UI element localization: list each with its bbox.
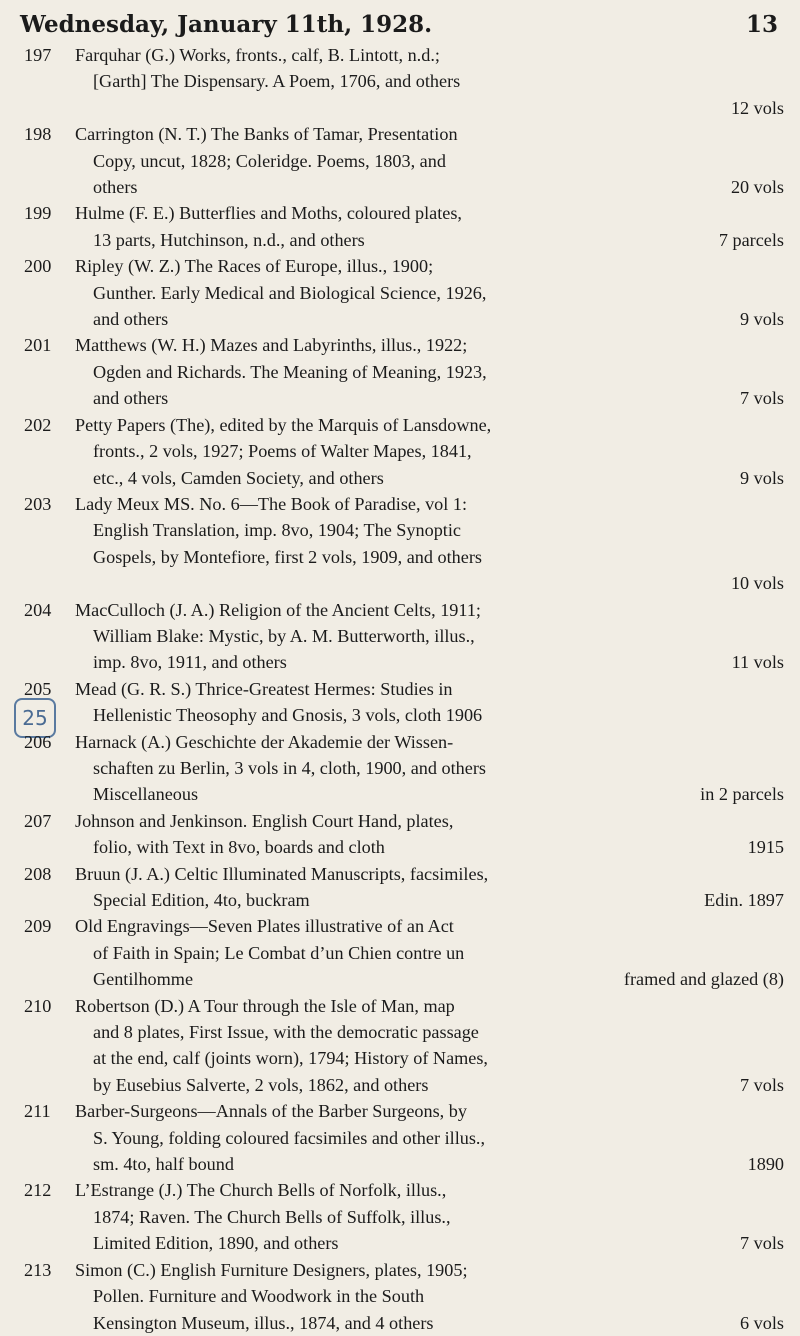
lot-line: [75, 861, 784, 887]
lot-number: 210: [24, 995, 52, 1016]
lot-line: [75, 781, 784, 807]
lot-line: [75, 42, 784, 68]
lot-line-text: Miscellaneous: [93, 784, 199, 805]
lot-quantity: 7 vols: [740, 1233, 784, 1254]
lot-description: [75, 861, 784, 914]
lot-description: [75, 412, 784, 491]
lot-number: 205: [24, 678, 52, 699]
lot-line: [75, 887, 784, 913]
lot-line-text: Gunther. Early Medical and Biological Science, 1926,: [93, 282, 487, 303]
lot-line-text: Bruun (J. A.) Celtic Illuminated Manuscripts, facsimiles,: [75, 863, 489, 884]
lot-quantity: 7 vols: [740, 388, 784, 409]
lot-line-text: Ripley (W. Z.) The Races of Europe, illus., 1900;: [75, 256, 434, 277]
lot-line: [75, 755, 784, 781]
lot-line: [75, 121, 784, 147]
lot-quantity: 7 vols: [740, 1074, 784, 1095]
lot-line: [75, 491, 784, 517]
lot-line-text: L’Estrange (J.) The Church Bells of Norfolk, illus.,: [75, 1180, 447, 1201]
lot-line: [75, 280, 784, 306]
lot-line-text: MacCulloch (J. A.) Religion of the Ancient Celts, 1911;: [75, 599, 481, 620]
lot-line-text: William Blake: Mystic, by A. M. Butterworth, illus.,: [93, 625, 475, 646]
lot-number: 201: [24, 335, 52, 356]
lot-line: [75, 544, 784, 570]
lot-line-text: schaften zu Berlin, 3 vols in 4, cloth, 1900, and others: [93, 757, 486, 778]
lot-line: [75, 1072, 784, 1098]
lot-line-text: Copy, uncut, 1828; Coleridge. Poems, 1803, and: [93, 150, 446, 171]
lot-line: [75, 623, 784, 649]
lot-line-text: Petty Papers (The), edited by the Marquis of Lansdowne,: [75, 414, 492, 435]
lot-quantity: framed and glazed (8): [623, 969, 784, 990]
lot-number: 209: [24, 916, 52, 937]
lot-line-text: Matthews (W. H.) Mazes and Labyrinths, illus., 1922;: [75, 335, 468, 356]
lot-description: [75, 253, 784, 332]
lot-entry: [24, 412, 784, 491]
lot-line-text: Kensington Museum, illus., 1874, and 4 others: [93, 1312, 434, 1333]
lot-entry: [24, 1098, 784, 1177]
lot-line-text: sm. 4to, half bound: [93, 1154, 234, 1175]
lot-line: [75, 808, 784, 834]
lot-line-text: Harnack (A.) Geschichte der Akademie der Wissen-: [75, 731, 454, 752]
lot-quantity: 11 vols: [731, 652, 784, 673]
page-number: 13: [745, 10, 778, 38]
lot-entry: [24, 121, 784, 200]
lot-entry: [24, 676, 784, 729]
lot-description: [75, 332, 784, 411]
lot-line-text: folio, with Text in 8vo, boards and cloth: [93, 837, 385, 858]
lot-line: [75, 174, 784, 200]
lot-line-text: 1874; Raven. The Church Bells of Suffolk, illus.,: [93, 1206, 451, 1227]
lot-quantity: 1890: [747, 1154, 784, 1175]
lot-line: [75, 1310, 784, 1336]
lot-line-text: Hellenistic Theosophy and Gnosis, 3 vols, cloth 1906: [93, 705, 483, 726]
lot-entry: [24, 861, 784, 914]
lot-description: [75, 42, 784, 121]
lot-number: 199: [24, 203, 52, 224]
lot-line: [75, 649, 784, 675]
lot-line-text: English Translation, imp. 8vo, 1904; The Synoptic: [93, 520, 461, 541]
lot-entry: [24, 729, 784, 808]
lot-line: [75, 913, 784, 939]
lot-line: [75, 385, 784, 411]
lot-description: [75, 676, 784, 729]
lot-description: [75, 913, 784, 992]
lot-description: [75, 1098, 784, 1177]
lot-line: [75, 1257, 784, 1283]
lot-entry: [24, 200, 784, 253]
lot-line: [75, 1019, 784, 1045]
lot-quantity: 12 vols: [730, 97, 784, 118]
lot-description: [75, 729, 784, 808]
lot-entry: [24, 332, 784, 411]
lot-line-text: others: [93, 177, 138, 198]
lot-line: [75, 306, 784, 332]
lot-number: 202: [24, 414, 52, 435]
lot-entry: [24, 491, 784, 597]
lot-line-text: S. Young, folding coloured facsimiles and other illus.,: [93, 1127, 486, 1148]
lot-line-text: Gospels, by Montefiore, first 2 vols, 1909, and others: [93, 546, 482, 567]
lot-line: [75, 253, 784, 279]
lot-entry: [24, 913, 784, 992]
lot-line: [75, 966, 784, 992]
lot-line-text: etc., 4 vols, Camden Society, and others: [93, 467, 384, 488]
lot-line-text: Ogden and Richards. The Meaning of Meaning, 1923,: [93, 361, 487, 382]
lot-quantity: Edin. 1897: [704, 890, 784, 910]
lot-number: 207: [24, 810, 52, 831]
lot-line: [75, 517, 784, 543]
lot-line: [75, 412, 784, 438]
lot-line-text: Special Edition, 4to, buckram: [93, 890, 310, 910]
lot-description: [75, 597, 784, 676]
lot-number: 197: [24, 45, 52, 65]
lot-line: [75, 1177, 784, 1203]
lot-entry: [24, 253, 784, 332]
lot-line-text: Farquhar (G.) Works, fronts., calf, B. Lintott, n.d.;: [75, 45, 440, 65]
lot-line: [75, 729, 784, 755]
lot-line-text: by Eusebius Salverte, 2 vols, 1862, and others: [93, 1074, 429, 1095]
lot-description: [75, 1177, 784, 1256]
lot-description: [75, 808, 784, 861]
lot-entry: [24, 42, 784, 121]
lot-line-text: Pollen. Furniture and Woodwork in the South: [93, 1286, 425, 1307]
lot-line-text: and 8 plates, First Issue, with the democratic passage: [93, 1022, 479, 1043]
lot-line-text: at the end, calf (joints worn), 1794; History of Names,: [93, 1048, 488, 1069]
lot-line-text: Simon (C.) English Furniture Designers, plates, 1905;: [75, 1259, 468, 1280]
lot-line: [75, 1045, 784, 1071]
lot-description: [75, 121, 784, 200]
lot-number: 213: [24, 1259, 52, 1280]
lot-line-text: and others: [93, 309, 169, 330]
lot-line-text: Barber-Surgeons—Annals of the Barber Surgeons, by: [75, 1101, 467, 1122]
lot-description: [75, 200, 784, 253]
lot-line-text: Limited Edition, 1890, and others: [93, 1233, 339, 1254]
lot-line-text: Gentilhomme: [93, 969, 194, 990]
lot-line: [75, 940, 784, 966]
lot-description: [75, 993, 784, 1099]
lot-line: [75, 702, 784, 728]
lot-number: 198: [24, 124, 52, 145]
lot-line: [75, 993, 784, 1019]
lot-line: [75, 1204, 784, 1230]
lot-list: [24, 42, 784, 1336]
lot-number: 208: [24, 863, 52, 884]
lot-quantity: 1915: [747, 837, 784, 858]
lot-line-text: of Faith in Spain; Le Combat d’un Chien contre un: [93, 942, 465, 963]
lot-quantity: 9 vols: [740, 467, 784, 488]
lot-line: [75, 1098, 784, 1124]
lot-entry: [24, 1177, 784, 1256]
lot-line-text: Robertson (D.) A Tour through the Isle of Man, map: [75, 995, 455, 1016]
lot-line-text: imp. 8vo, 1911, and others: [93, 652, 287, 673]
lot-entry: [24, 993, 784, 1099]
lot-entry: [24, 808, 784, 861]
lot-entry: [24, 597, 784, 676]
lot-number: 203: [24, 493, 52, 514]
lot-line-text: fronts., 2 vols, 1927; Poems of Walter Mapes, 1841,: [93, 441, 472, 462]
lot-quantity: 9 vols: [740, 309, 784, 330]
lot-quantity: 20 vols: [730, 177, 784, 198]
lot-line-text: Mead (G. R. S.) Thrice-Greatest Hermes: Studies in: [75, 678, 453, 699]
lot-line: [75, 95, 784, 121]
page-header: [20, 4, 778, 44]
lot-line: [75, 570, 784, 596]
lot-line-text: Old Engravings—Seven Plates illustrative of an Act: [75, 916, 454, 937]
lot-line: [75, 227, 784, 253]
lot-line: [75, 1230, 784, 1256]
lot-line-text: 13 parts, Hutchinson, n.d., and others: [93, 229, 365, 250]
lot-line: [75, 834, 784, 860]
lot-line: [75, 68, 784, 94]
header-date: Wednesday, January 11th, 1928.: [20, 10, 433, 38]
lot-quantity: 7 parcels: [718, 229, 784, 250]
lot-line: [75, 200, 784, 226]
lot-line: [75, 332, 784, 358]
lot-line: [75, 148, 784, 174]
lot-line: [75, 597, 784, 623]
lot-number: 206: [24, 731, 52, 752]
lot-line: [75, 1283, 784, 1309]
lot-number: 212: [24, 1180, 52, 1201]
lot-number: 204: [24, 599, 52, 620]
handwritten-margin-mark: 25: [14, 698, 56, 738]
lot-quantity: 10 vols: [730, 573, 784, 594]
lot-quantity: in 2 parcels: [700, 784, 784, 805]
lot-entry: [24, 1257, 784, 1336]
lot-line: [75, 438, 784, 464]
lot-line-text: Carrington (N. T.) The Banks of Tamar, Presentation: [75, 124, 458, 145]
lot-line-text: Johnson and Jenkinson. English Court Hand, plates,: [75, 810, 454, 831]
lot-number: 200: [24, 256, 52, 277]
lot-quantity: 6 vols: [740, 1312, 784, 1333]
lot-line: [75, 1151, 784, 1177]
lot-line-text: [Garth] The Dispensary. A Poem, 1706, and others: [93, 71, 461, 92]
lot-line: [75, 676, 784, 702]
lot-line-text: Hulme (F. E.) Butterflies and Moths, coloured plates,: [75, 203, 462, 224]
lot-line: [75, 465, 784, 491]
lot-line-text: and others: [93, 388, 169, 409]
lot-line: [75, 1125, 784, 1151]
lot-line: [75, 359, 784, 385]
lot-description: [75, 1257, 784, 1336]
lot-number: 211: [24, 1101, 51, 1122]
lot-description: [75, 491, 784, 597]
lot-line-text: Lady Meux MS. No. 6—The Book of Paradise, vol 1:: [75, 493, 467, 514]
